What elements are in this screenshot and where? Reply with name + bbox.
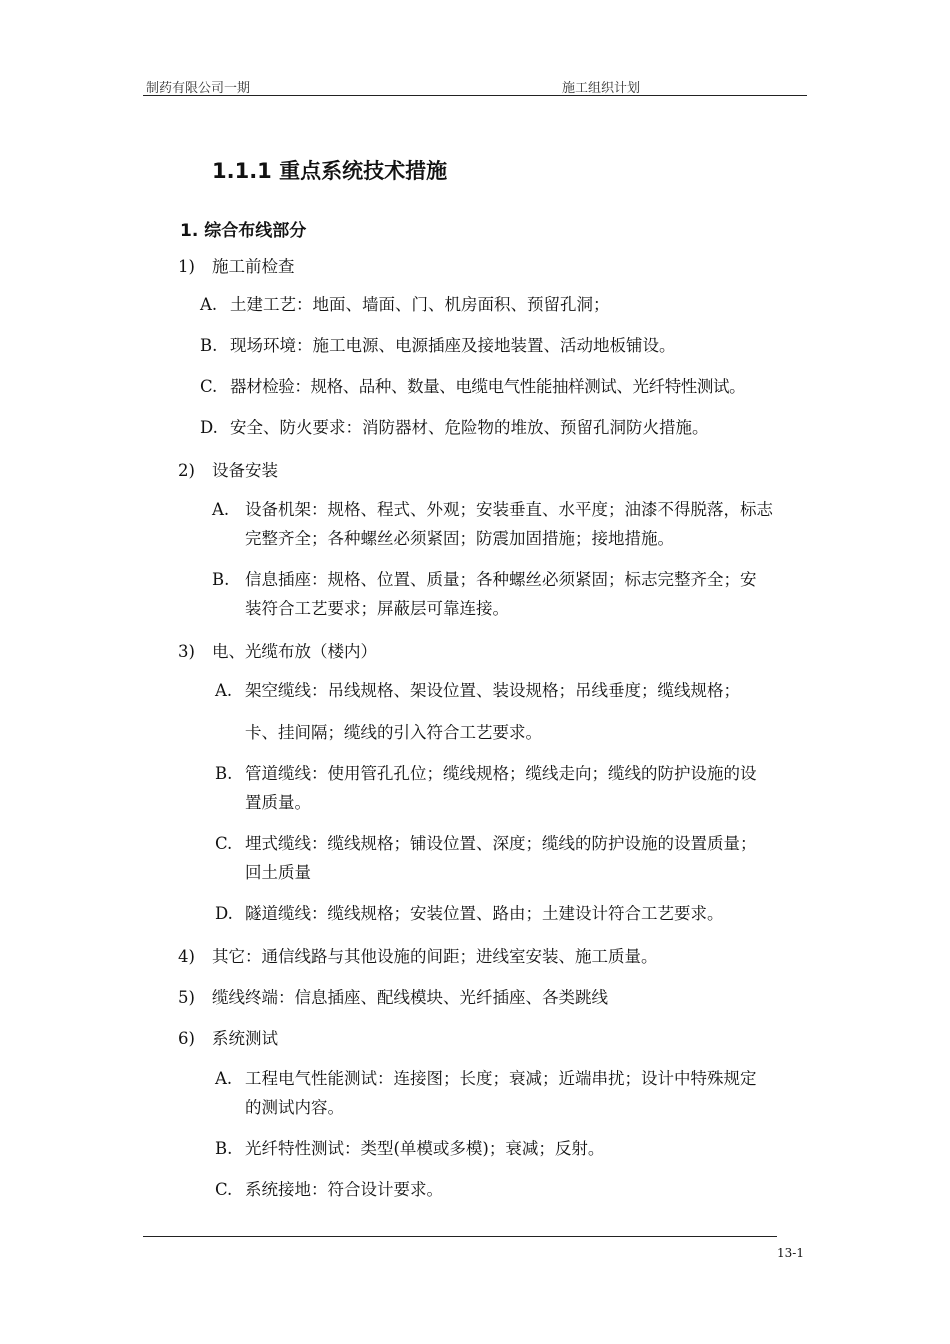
group-number: 4) [178, 947, 195, 966]
group-number: 3) [178, 642, 195, 661]
item-marker: B. [215, 764, 233, 783]
group-heading [178, 253, 295, 277]
group-label: 其它：通信线路与其他设施的间距；进线室安装、施工质量。 [212, 947, 658, 966]
item-text: 隧道缆线：缆线规格；安装位置、路由；土建设计符合工艺要求。 [245, 904, 724, 923]
item-text: 安全、防火要求：消防器材、危险物的堆放、预留孔洞防火措施。 [230, 418, 709, 437]
item-marker: C. [215, 1180, 233, 1199]
item-marker: C. [200, 377, 218, 396]
group-heading [178, 943, 658, 967]
item-marker: A. [212, 500, 230, 519]
page-number: 13-1 [777, 1246, 804, 1260]
item-marker: A. [215, 1069, 233, 1088]
item-text-line-1: 设备机架：规格、程式、外观；安装垂直、水平度；油漆不得脱落，标志 [245, 500, 773, 519]
item-marker: A. [215, 681, 233, 700]
item-text-line-2: 装符合工艺要求；屏蔽层可靠连接。 [245, 599, 509, 618]
item-text-line-2: 回土质量 [245, 863, 311, 882]
item-text: 土建工艺：地面、墙面、门、机房面积、预留孔洞； [230, 295, 610, 314]
footer-rule [143, 1236, 777, 1237]
item-text-line-1: 架空缆线：吊线规格、架设位置、装设规格；吊线垂度；缆线规格； [245, 681, 740, 700]
item-text: 器材检验：规格、品种、数量、电缆电气性能抽样测试、光纤特性测试。 [230, 377, 746, 396]
item-marker: B. [215, 1139, 233, 1158]
page-title: 1.1.1 重点系统技术措施 [212, 159, 448, 183]
item-text: 现场环境：施工电源、电源插座及接地装置、活动地板铺设。 [230, 336, 676, 355]
item-text-line-1: 工程电气性能测试：连接图；长度；衰减；近端串扰；设计中特殊规定 [245, 1069, 757, 1088]
item-text-line-1: 埋式缆线：缆线规格；铺设位置、深度；缆线的防护设施的设置质量； [245, 834, 757, 853]
group-number: 6) [178, 1029, 195, 1048]
header-doc-title: 施工组织计划 [562, 81, 641, 96]
item-marker: D. [200, 418, 218, 437]
group-label: 系统测试 [212, 1029, 278, 1048]
group-heading [178, 457, 278, 481]
item-text-line-2: 置质量。 [245, 793, 311, 812]
group-number: 2) [178, 461, 195, 480]
item-text-line-1: 管道缆线：使用管孔孔位；缆线规格；缆线走向；缆线的防护设施的设 [245, 764, 757, 783]
item-marker: C. [215, 834, 233, 853]
item-marker: B. [212, 570, 230, 589]
item-marker: B. [200, 336, 218, 355]
group-heading [178, 638, 377, 662]
group-heading [178, 984, 608, 1008]
item-text: 系统接地：符合设计要求。 [245, 1180, 443, 1199]
section-heading: 1. 综合布线部分 [180, 221, 307, 241]
item-text-line-2: 完整齐全；各种螺丝必须紧固；防震加固措施；接地措施。 [245, 529, 674, 548]
group-number: 5) [178, 988, 195, 1007]
item-text-line-2: 的测试内容。 [245, 1098, 344, 1117]
group-number: 1) [178, 257, 195, 276]
item-marker: D. [215, 904, 233, 923]
item-text-line-1: 信息插座：规格、位置、质量；各种螺丝必须紧固；标志完整齐全；安 [245, 570, 757, 589]
item-text: 光纤特性测试：类型(单模或多模)；衰减；反射。 [245, 1139, 605, 1158]
item-text-line-2: 卡、挂间隔；缆线的引入符合工艺要求。 [245, 723, 542, 742]
header-company: 制药有限公司一期 [146, 81, 251, 96]
item-marker: A. [200, 295, 218, 314]
group-label: 设备安装 [212, 461, 278, 480]
group-label: 施工前检查 [212, 257, 295, 276]
group-heading [178, 1025, 278, 1049]
header-rule [143, 95, 807, 96]
group-label: 缆线终端：信息插座、配线模块、光纤插座、各类跳线 [212, 988, 608, 1007]
group-label: 电、光缆布放（楼内） [212, 642, 377, 661]
